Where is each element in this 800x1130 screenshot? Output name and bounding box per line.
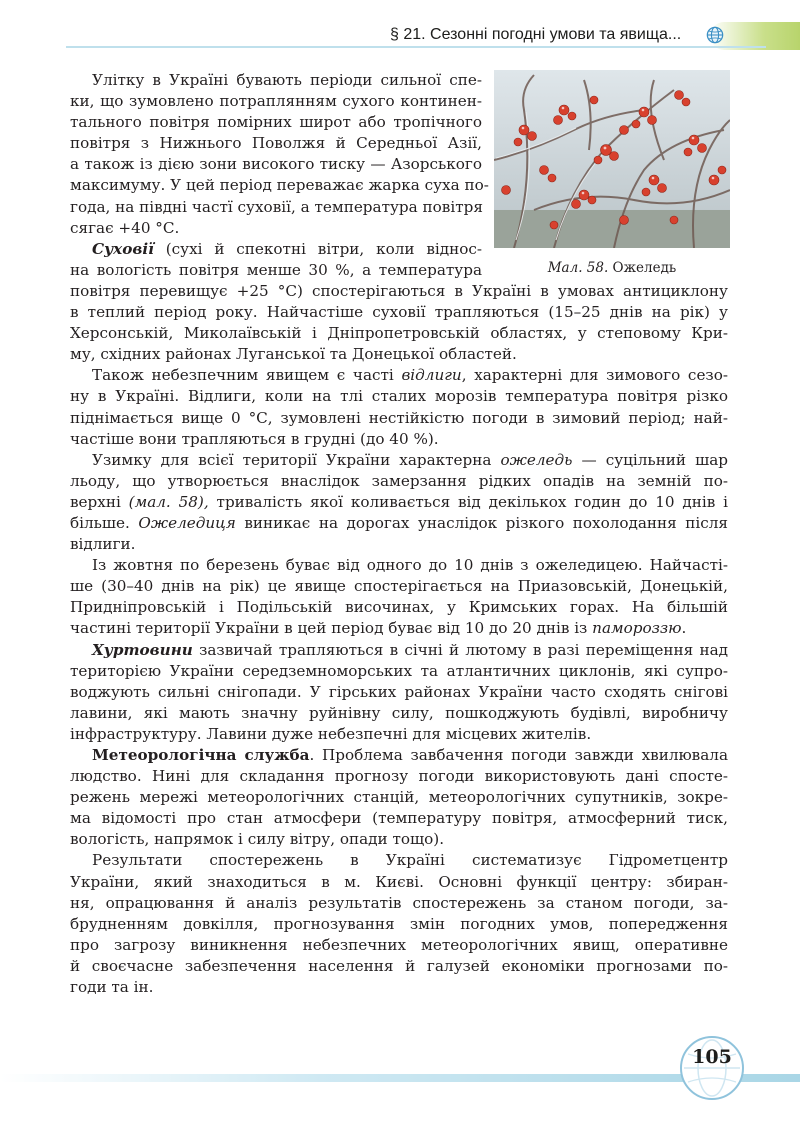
term-khurtovyny: Хуртовини <box>92 640 193 659</box>
text-line: Улітку в Україні бувають періоди сильної спе- <box>92 71 482 89</box>
text-line: воджують сильні снігопади. У гірських районах України часто сходять снігові <box>70 682 728 701</box>
text-fragment: верхні <box>70 492 129 511</box>
text-fragment: частині території України в цей період буває від 10 до 20 днів із <box>70 619 593 638</box>
text-fragment: тривалість якої коливається від декількох годин до 10 днів і <box>208 492 728 511</box>
text-line <box>70 640 728 661</box>
figure-reference: (мал. 58), <box>128 492 209 511</box>
text-line: Результати спостережень в Україні систематизує Гідрометцентр <box>92 851 728 870</box>
figure-caption-label: Мал. 58. <box>547 260 609 276</box>
page-number: 105 <box>692 1046 732 1068</box>
text-line: тального повітря помірних широт або тропічного <box>70 113 482 132</box>
text-fragment: виникає на дорогах унаслідок різкого похолодання після <box>235 513 728 532</box>
text-line: режень мережі метеорологічних станцій, метеорологічних супутників, зокре- <box>70 788 728 807</box>
figure-caption-text: Ожеледь <box>608 260 677 276</box>
text-fragment: . Проблема завбачення погоди завжди хвилювала <box>309 746 728 764</box>
text-line: Придніпровській і Подільській височинах, у Кримських горах. На більшій <box>70 598 728 617</box>
text-line: года, на півдні частї суховії, а температура повітря <box>70 197 483 216</box>
body-text <box>70 70 728 998</box>
text-line <box>70 745 728 766</box>
text-line <box>70 365 728 386</box>
header-rule <box>66 46 766 48</box>
text-fragment: Узимку для всієї території України характерна <box>92 450 501 469</box>
text-line: на вологість повітря менше 30 %, а температура <box>70 260 482 279</box>
text-line <box>70 450 728 471</box>
text-fragment: Також небезпечним явищем є часті <box>92 366 402 385</box>
text-fragment: більше. <box>70 513 139 532</box>
text-line: територією України середземноморських та атлантичних циклонів, які супро- <box>70 661 728 680</box>
text-line: брудненням довкілля, прогнозування змін погодних умов, попередження <box>70 914 728 933</box>
text-line: ки, що зумовлено потраплянням сухого континен- <box>70 92 482 111</box>
text-line: ня, опрацювання й аналіз результатів спостережень за станом погоди, за- <box>70 893 728 912</box>
text-line: відлиги. <box>70 535 136 554</box>
text-line: піднімається вище 0 °С, зумовлені нестійкістю погоди в зимовий період; най- <box>70 408 728 427</box>
text-line: людство. Нині для складання прогнозу погоди використовують дані спосте- <box>70 767 728 786</box>
text-line: частіше вони трапляються в грудні (до 40 %). <box>70 429 439 448</box>
text-line: й своєчасне забезпечення населення й галузей економіки прогнозами по- <box>70 956 728 975</box>
text-line: лавини, які мають значну руйнівну силу, пошкоджують будівлі, виробничу <box>70 703 728 722</box>
term-vidlyhy: відлиги <box>401 366 462 385</box>
text-line: максимуму. У цей період переважає жарка суха по- <box>70 176 489 195</box>
term-sukhovii: Суховії <box>92 239 154 258</box>
text-line: льоду, що утворюється внаслідок замерзання рідких опадів на земній по- <box>70 471 728 490</box>
term-ozheled: ожеледь <box>500 450 573 469</box>
text-fragment: — суцільний шар <box>572 450 728 469</box>
text-line <box>92 239 482 260</box>
text-line: ше (30–40 днів на рік) це явище спостерігається на Приазовській, Донецькій, <box>70 577 728 596</box>
text-line: в теплий період року. Найчастіше суховії трапляються (15–25 днів на рік) у <box>70 303 728 322</box>
text-line: Із жовтня по березень буває від одного до 10 днів з ожеледицею. Найчасті- <box>92 556 728 575</box>
text-line: про загрозу виникнення небезпечних метеорологічних явищ, оперативне <box>70 935 728 954</box>
text-line: ма відомості про стан атмосфери (температуру повітря, атмосферний тиск, <box>70 809 728 828</box>
text-line <box>70 513 728 534</box>
text-line: повітря перевищує +25 °С) спостерігаються в Україні в умовах антициклону <box>70 281 728 300</box>
text-line <box>70 618 728 639</box>
text-line: ну в Україні. Відлиги, коли на тлі сталих морозів температура повітря різко <box>70 387 728 406</box>
text-fragment: , характерні для зимового сезо- <box>461 366 728 385</box>
text-fragment: (сухі й спекотні вітри, коли віднос- <box>153 239 482 258</box>
text-line: му, східних районах Луганської та Донецької областей. <box>70 345 517 364</box>
text-line: України, який знаходиться в м. Києві. Основні функції центру: збиран- <box>70 872 728 891</box>
text-line: сягає +40 °С. <box>70 218 180 237</box>
paragraph-summer-heat <box>70 70 489 281</box>
running-header-title: § 21. Сезонні погодні умови та явища... <box>390 26 682 43</box>
term-pamorozz: памороззю <box>592 619 682 638</box>
text-line: Херсонській, Миколаївській і Дніпропетровській областях, у степовому Кри- <box>70 324 728 343</box>
term-ozheledytsia: Ожеледиця <box>138 513 236 532</box>
text-line: годи та ін. <box>70 978 154 997</box>
text-line <box>70 492 728 513</box>
text-line: а також із дією зони високого тиску — Азорського <box>70 155 482 174</box>
term-meteo-service: Метеорологічна служба <box>92 746 310 764</box>
text-line: вологість, напрямок і силу вітру, опади тощо). <box>70 830 445 849</box>
text-fragment: зазвичай трапляються в січні й лютому в разі переміщення над <box>192 640 728 659</box>
text-line: повітря з Нижнього Поволжя й Середньої Азії, <box>70 134 482 153</box>
globe-icon <box>706 26 724 44</box>
text-line: інфраструктуру. Лавини дуже небезпечні для місцевих жителів. <box>70 724 592 743</box>
text-fragment: . <box>681 619 687 638</box>
paragraph-sukhovii-cont <box>70 281 728 998</box>
